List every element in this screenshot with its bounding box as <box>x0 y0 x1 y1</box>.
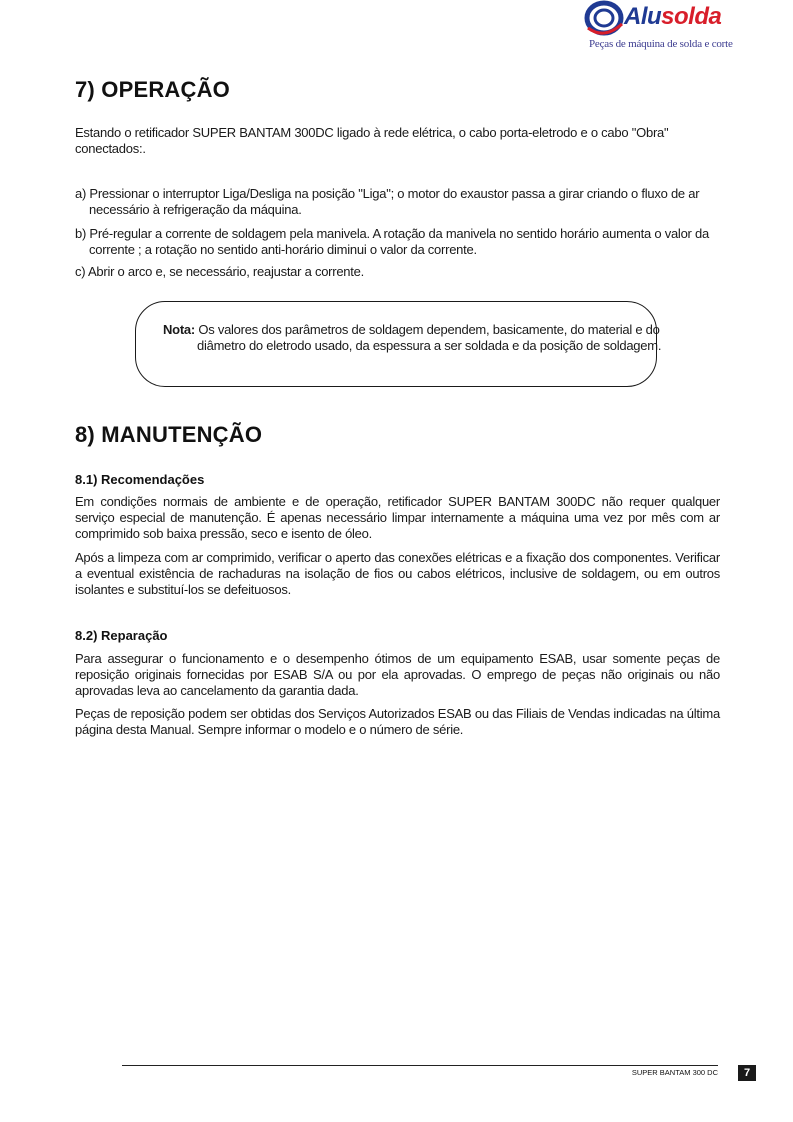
operation-step-a: a) Pressionar o interruptor Liga/Desliga na posição "Liga"; o motor do exaustor passa a girar criando o fluxo de ar necessário à refrigeração da máquina. <box>75 186 700 217</box>
section-7-intro: Estando o retificador SUPER BANTAM 300DC ligado à rede elétrica, o cabo porta-eletrodo e o cabo "Obra" conectados:. <box>75 125 669 156</box>
recommendations-paragraph-1: Em condições normais de ambiente e de operação, retificador SUPER BANTAM 300DC não requer qualquer serviço especial de manutenção. É apenas necessário limpar internamente a máquina uma vez por mês com ar comprimido sob baixa pressão, seco e isento de óleo. <box>75 494 720 541</box>
logo-swoosh-icon <box>584 0 628 40</box>
note-body: Os valores dos parâmetros de soldagem dependem, basicamente, do material e do diâmetro do eletrodo usado, da espessura a ser soldada e da posição de soldagem. <box>197 322 662 353</box>
note-text <box>163 322 667 354</box>
note-box <box>135 301 662 387</box>
alusolda-logo <box>584 0 734 56</box>
section-7-heading: 7) OPERAÇÃO <box>75 77 230 102</box>
logo-brand-part2: solda <box>661 3 722 30</box>
logo-brand <box>624 3 721 31</box>
recommendations-paragraph-2: Após a limpeza com ar comprimido, verificar o aperto das conexões elétricas e a fixação dos componentes. Verificar a eventual existência de rachaduras na isolação de fios ou cabos elétricos, inclusive de soldagem, ou em outros isolantes e substituí-los se defeituosos. <box>75 550 720 597</box>
footer-divider <box>122 1065 718 1066</box>
note-label: Nota: <box>163 322 195 337</box>
subsection-8-1-heading: 8.1) Recomendações <box>75 472 205 487</box>
subsection-8-2-heading: 8.2) Reparação <box>75 628 168 643</box>
logo-brand-part1: Alu <box>624 3 662 30</box>
page-number: 7 <box>738 1065 756 1081</box>
operation-step-c: c) Abrir o arco e, se necessário, reajustar a corrente. <box>75 264 364 279</box>
repair-paragraph-1: Para assegurar o funcionamento e o desempenho ótimos de um equipamento ESAB, usar somente peças de reposição originais fornecidas por ESAB S/A ou por ela aprovadas. O emprego de peças não originais ou não aprovadas leva ao cancelamento da garantia dada. <box>75 651 720 698</box>
footer-model: SUPER BANTAM 300 DC <box>631 1068 718 1077</box>
section-8-heading: 8) MANUTENÇÃO <box>75 422 263 447</box>
logo-tagline: Peças de máquina de solda e corte <box>589 38 733 50</box>
repair-paragraph-2: Peças de reposição podem ser obtidas dos Serviços Autorizados ESAB ou das Filiais de Vendas indicadas na última página desta Manual. Sempre informar o modelo e o número de série. <box>75 706 720 737</box>
operation-step-b: b) Pré-regular a corrente de soldagem pela manivela. A rotação da manivela no sentido horário aumenta o valor da corrente ; a rotação no sentido anti-horário diminui o valor da corrente. <box>75 226 709 257</box>
